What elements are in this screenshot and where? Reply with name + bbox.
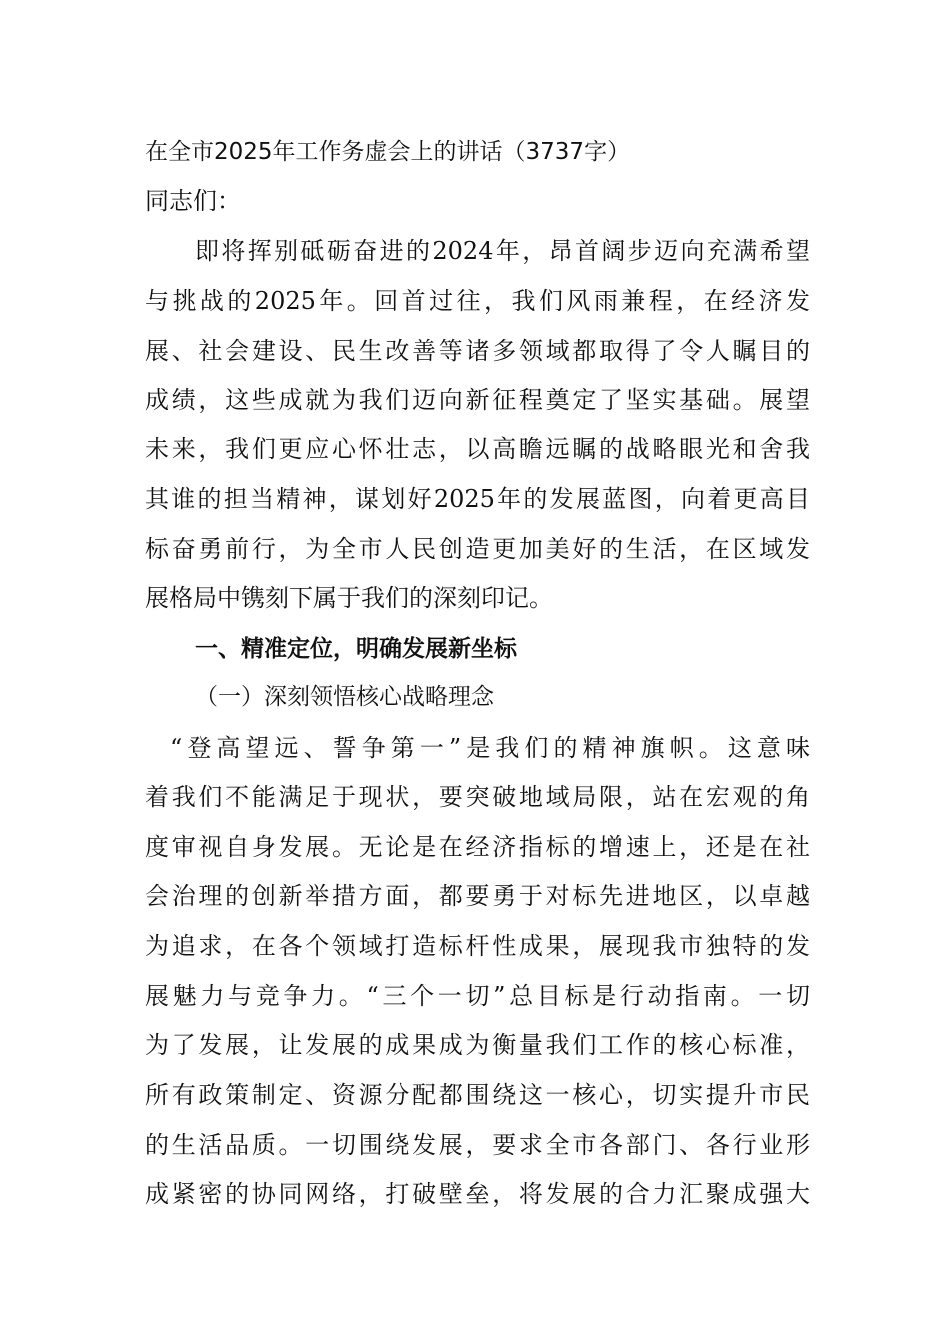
body-line: 度审视自身发展。无论是在经济指标的增速上，还是在社: [145, 833, 810, 861]
intro-line: 展、社会建设、民生改善等诸多领域都取得了令人瞩目的: [145, 337, 810, 365]
body-line: 为追求，在各个领域打造标杆性成果，展现我市独特的发: [145, 932, 810, 960]
intro-line: 其谁的担当精神，谋划好2025年的发展蓝图，向着更高目: [145, 485, 810, 513]
intro-line: 与挑战的2025年。回首过往，我们风雨兼程，在经济发: [145, 287, 810, 315]
subsection-heading: （一）深刻领悟核心战略理念: [195, 684, 494, 710]
intro-line: 展格局中镌刻下属于我们的深刻印记。: [145, 584, 553, 612]
body-line: 着我们不能满足于现状，要突破地域局限，站在宏观的角: [145, 783, 810, 811]
intro-line: 标奋勇前行，为全市人民创造更加美好的生活，在区域发: [145, 535, 810, 563]
intro-line: 即将挥别砥砺奋进的2024年，昂首阔步迈向充满希望: [195, 237, 810, 265]
body-line: “登高望远、誓争第一”是我们的精神旗帜。这意味: [170, 734, 810, 762]
document-title: 在全市2025年工作务虚会上的讲话（3737字）: [145, 139, 631, 165]
body-line: 成紧密的协同网络，打破壁垒，将发展的合力汇聚成强大: [145, 1180, 810, 1208]
body-line: 所有政策制定、资源分配都围绕这一核心，切实提升市民: [145, 1081, 810, 1109]
intro-line: 成绩，这些成就为我们迈向新征程奠定了坚实基础。展望: [145, 386, 810, 414]
intro-line: 未来，我们更应心怀壮志，以高瞻远瞩的战略眼光和舍我: [145, 435, 810, 463]
body-line: 会治理的创新举措方面，都要勇于对标先进地区，以卓越: [145, 882, 810, 910]
body-line: 为了发展，让发展的成果成为衡量我们工作的核心标准，: [145, 1031, 810, 1059]
body-line: 展魅力与竞争力。“三个一切”总目标是行动指南。一切: [145, 982, 810, 1010]
section-heading: 一、精准定位，明确发展新坐标: [195, 636, 517, 662]
body-line: 的生活品质。一切围绕发展，要求全市各部门、各行业形: [145, 1131, 810, 1159]
salutation: 同志们：: [145, 187, 241, 215]
